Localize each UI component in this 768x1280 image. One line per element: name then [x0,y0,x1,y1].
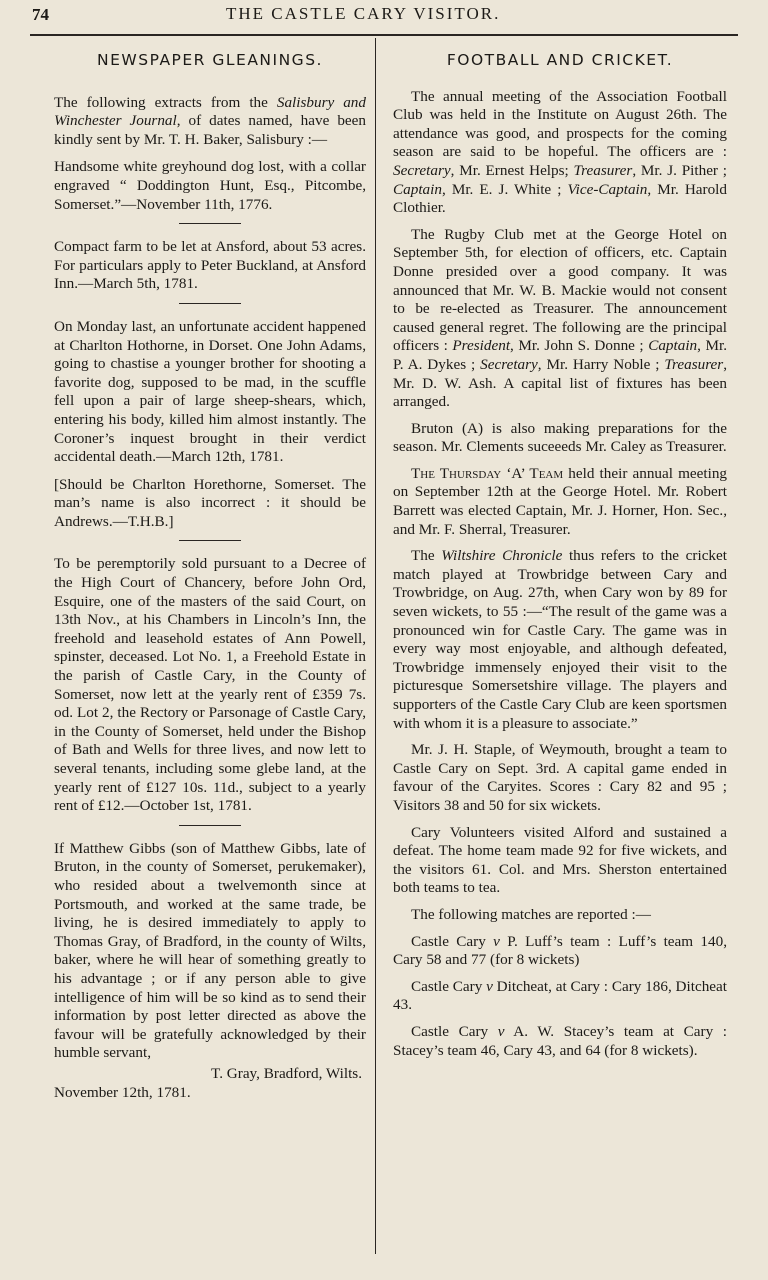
extract-correction: [Should be Charlton Horethorne, Somerset. The man’s name is also incorrect : it should be Andrews.—T.H.B.] [54,475,366,530]
extract-matthew-gibbs: If Matthew Gibbs (son of Matthew Gibbs, late of Bruton, in the county of Somerset, perukemaker), who resided about a twelvemonth since at Portsmouth, and worked at the same trade, be living, he is desired immediately to apply to Thomas Gray, of Bradford, in the county of Wilts, baker, where he will hear of something greatly to his advantage ; or if any person able to give intelligence of him will be so kind as to send their information by post letter directed as above the favour will be gratefully acknowledged by their humble servant, [54,839,366,1062]
extract-farm: Compact farm to be let at Ansford, about 53 acres. For particulars apply to Peter Buckland, at Ansford Inn.—March 5th, 1781. [54,238,366,293]
extract-greyhound: Handsome white greyhound dog lost, with a collar engraved “ Doddington Hunt, Esq., Pitcombe, Somerset.”—November 11th, 1776. [54,158,366,213]
wiltshire-chronicle-paragraph: The Wiltshire Chronicle thus refers to the cricket match played at Trowbridge between Cary and Trowbridge, on Aug. 27th, when Cary won by 89 for seven wickets, to 55 :—“The result of the game was a pronounced win for Castle Cary. The game was in every way most enjoyable, and although defeated, Trowbridge immensely enjoyed their visit to the picturesque Somersetshire village. The players and supporters of the Castle Cary Club are keen sportsmen with whom it is a pleasure to associate.” [393,547,727,732]
newspaper-gleanings-column [54,44,366,1102]
final-date: November 12th, 1781. [54,1083,191,1101]
signature-line: T. Gray, Bradford, Wilts. [211,1064,362,1082]
volunteers-paragraph: Cary Volunteers visited Alford and sustained a defeat. The home team made 92 for five wickets, and the visitors 61. Col. and Mrs. Sherston entertained both teams to tea. [393,823,727,897]
section-heading-football-cricket: FOOTBALL AND CRICKET. [446,51,674,69]
separator-rule [179,540,241,541]
football-cricket-column [393,44,727,1068]
gleanings-intro: The following extracts from the Salisbury and Winchester Journal, of dates named, have been kindly sent by Mr. T. H. Baker, Salisbury :— [54,93,366,148]
matches-intro: The following matches are reported :— [411,905,651,923]
header-rule [30,34,738,36]
match-result: Castle Cary v P. Luff’s team : Luff’s team 140, Cary 58 and 77 (for 8 wickets) [393,932,727,969]
running-title: THE CASTLE CARY VISITOR. [226,4,501,23]
newspaper-title: Wiltshire Chronicle [441,547,563,565]
extract-accident: On Monday last, an unfortunate accident happened at Charlton Hothorne, in Dorset. One John Adams, going to chastise a younger brother for shooting a favorite dog, supposed to be mad, in the scuffle fell upon a pair of large sheep-shears, which, entering his body, killed him almost instantly. The Coroner’s inquest brought in their verdict accidental death.—March 12th, 1781. [54,317,366,466]
separator-rule [179,223,241,224]
section-heading-gleanings: NEWSPAPER GLEANINGS. [97,51,323,69]
extract-chancery-sale: To be peremptorily sold pursuant to a Decree of the High Court of Chancery, before John Ord, Esquire, one of the masters of the said Court, on 13th Nov., at his Chambers in Lincoln’s Inn, the freehold and leasehold estates of Ann Powell, spinster, deceased. Lot No. 1, a Freehold Estate in the parish of Castle Cary, in the County of Somerset, now lett at the yearly rent of £359 7s. od. Lot 2, the Rectory or Parsonage of Castle Cary, in the County of Somerset, held under the Bishop of Bath and Wells for three lives, and now lett to several tenants, including some glebe land, at the yearly rent of £127 10s. 11d., subject to a yearly rent of £12.—October 1st, 1781. [54,555,366,815]
association-football-paragraph: The annual meeting of the Association Football Club was held in the Institute on August 26th. The attendance was good, and prospects for the coming season are said to be hopeful. The officers are : Secretary, Mr. Ernest Helps; Treasurer, Mr. J. Pither ; Captain, Mr. E. J. White ; Vice-Captain, Mr. Harold Clothier. [393,87,727,217]
match-result: Castle Cary v A. W. Stacey’s team at Cary : Stacey’s team 46, Cary 43, and 64 (for 8 wickets). [393,1022,727,1059]
weymouth-match-paragraph: Mr. J. H. Staple, of Weymouth, brought a team to Castle Cary on Sept. 3rd. A capital game ended in favour of the Caryites. Scores : Cary 82 and 95 ; Visitors 38 and 50 for six wickets. [393,741,727,814]
page-header [0,0,768,32]
separator-rule [179,825,241,826]
rugby-club-paragraph: The Rugby Club met at the George Hotel on September 5th, for election of officers, etc. Captain Donne presided over a good company. It was announced that Mr. W. B. Mackie would not consent to be re-elected as Treasurer. The announcement caused general regret. The following are the principal officers : President, Mr. John S. Donne ; Captain, Mr. P. A. Dykes ; Secretary, Mr. Harry Noble ; Treasurer, Mr. D. W. Ash. A capital list of fixtures has been arranged. [393,225,728,411]
column-divider [375,38,376,1254]
bruton-paragraph: Bruton (A) is also making preparations for the season. Mr. Clements suceeeds Mr. Caley as Treasurer. [393,419,727,456]
match-result: Castle Cary v Ditcheat, at Cary : Cary 186, Ditcheat 43. [393,977,727,1014]
journal-title: Salisbury and Winchester Journal [54,93,366,130]
page-number: 74 [32,5,49,24]
thursday-team-paragraph: The Thursday ‘A’ Team held their annual meeting on September 12th at the George Hotel. Mr. Robert Barrett was elected Captain, Mr. J. Horner, Hon. Sec., and Mr. F. Sherral, Treasurer. [393,464,728,538]
separator-rule [179,303,241,304]
